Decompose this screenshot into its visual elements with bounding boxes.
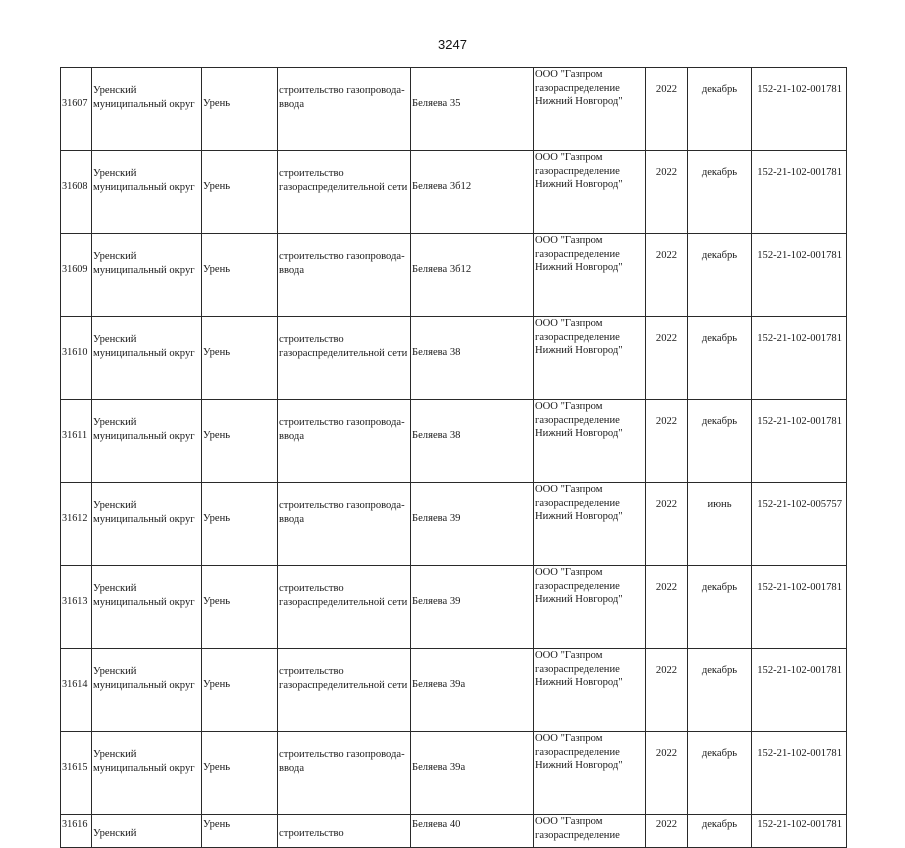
work-type-line-2: ввода [279,513,305,525]
municipality-cell [92,68,202,151]
program-code: 152-21-102-001781 [757,416,842,427]
locality-cell [202,483,278,566]
locality-cell [202,151,278,234]
record-number-cell [61,483,92,566]
organization-line-1: ООО "Газпром [535,567,603,578]
table-row [61,815,847,848]
street-address: Беляева 35 [412,98,461,109]
year-cell [646,400,688,483]
organization-line-1: ООО "Газпром [535,152,603,163]
organization-line-3: Нижний Новгород" [535,179,623,190]
record-number-cell [61,151,92,234]
organization-line-3: Нижний Новгород" [535,96,623,107]
locality-cell [202,815,278,848]
program-code: 152-21-102-001781 [757,819,842,830]
organization-line-1: ООО "Газпром [535,235,603,246]
program-code-cell [752,151,847,234]
program-code-cell [752,68,847,151]
municipality-line-2: муниципальный округ [93,347,195,359]
organization-cell [534,234,646,317]
organization-cell [534,68,646,151]
table-row [61,649,847,732]
record-number: 31612 [62,513,88,524]
month: декабрь [701,333,738,344]
organization-line-1: ООО "Газпром [535,650,603,661]
street-address: Беляева 38 [412,430,461,441]
work-type-line-1: строительство газопровода- [279,251,405,262]
year-cell [646,151,688,234]
municipality-line-1: Уренский [93,417,137,428]
work-type-line-1: строительство [279,828,344,839]
organization-line-1: ООО "Газпром [535,733,603,744]
street-address: Беляева 38 [412,347,461,358]
organization-line-1: ООО "Газпром [535,401,603,412]
organization-cell [534,483,646,566]
organization-line-3: Нижний Новгород" [535,345,623,356]
municipality-line-1: Уренский [93,749,137,760]
table-row [61,732,847,815]
locality: Урень [203,596,231,607]
month: декабрь [701,250,738,261]
program-code: 152-21-102-001781 [757,665,842,676]
work-type-line-1: строительство газопровода- [279,500,405,511]
municipality-line-2: муниципальный округ [93,513,195,525]
organization-line-3: Нижний Новгород" [535,594,623,605]
street-cell [411,68,534,151]
organization-cell [534,815,646,848]
record-number-cell [61,649,92,732]
year: 2022 [655,499,678,510]
work-type-line-2: газораспределительной сети [279,596,408,608]
month: декабрь [701,416,738,427]
program-code-cell [752,566,847,649]
organization-line-2: газораспределение [535,414,620,426]
month: декабрь [701,167,738,178]
page-number: 3247 [438,37,467,52]
street-cell [411,732,534,815]
record-number: 31609 [62,264,88,275]
municipality-cell [92,151,202,234]
table-row [61,317,847,400]
municipality-line-1: Уренский [93,666,137,677]
gasification-table [60,67,847,848]
year: 2022 [655,84,678,95]
municipality-line-1: Уренский [93,334,137,345]
locality-cell [202,68,278,151]
program-code: 152-21-102-005757 [757,499,842,510]
year: 2022 [655,250,678,261]
program-code-cell [752,815,847,848]
locality-cell [202,234,278,317]
locality: Урень [203,513,231,524]
program-code-cell [752,483,847,566]
municipality-line-1: Уренский [93,500,137,511]
year-cell [646,815,688,848]
organization-line-2: газораспределение [535,497,620,509]
year: 2022 [655,819,678,830]
street-address: Беляева 3б12 [412,181,472,192]
month-cell [688,483,752,566]
year: 2022 [655,333,678,344]
organization-line-2: газораспределение [535,580,620,592]
month-cell [688,400,752,483]
municipality-line-1: Уренский [93,828,137,839]
year-cell [646,317,688,400]
locality-cell [202,732,278,815]
locality: Урень [203,347,231,358]
locality: Урень [203,819,231,830]
record-number-cell [61,317,92,400]
month: декабрь [701,819,738,830]
year-cell [646,649,688,732]
municipality-line-2: муниципальный округ [93,181,195,193]
organization-cell [534,400,646,483]
organization-cell [534,151,646,234]
organization-line-2: газораспределение [535,663,620,675]
municipality-line-2: муниципальный округ [93,98,195,110]
record-number: 31611 [62,430,88,441]
program-code: 152-21-102-001781 [757,333,842,344]
record-number: 31614 [62,679,88,690]
organization-line-3: Нижний Новгород" [535,677,623,688]
street-cell [411,234,534,317]
municipality-line-1: Уренский [93,85,137,96]
street-cell [411,151,534,234]
year-cell [646,566,688,649]
locality-cell [202,317,278,400]
record-number: 31610 [62,347,88,358]
work-type-line-1: строительство [279,334,344,345]
program-code-cell [752,732,847,815]
work-type-line-1: строительство [279,168,344,179]
record-number-cell [61,815,92,848]
municipality-cell [92,234,202,317]
work-type-line-1: строительство [279,666,344,677]
year-cell [646,234,688,317]
locality: Урень [203,181,231,192]
locality: Урень [203,430,231,441]
municipality-line-2: муниципальный округ [93,430,195,442]
program-code-cell [752,649,847,732]
year: 2022 [655,665,678,676]
table-row [61,566,847,649]
record-number-cell [61,68,92,151]
month-cell [688,732,752,815]
organization-cell [534,732,646,815]
record-number-cell [61,234,92,317]
street-cell [411,566,534,649]
municipality-line-1: Уренский [93,251,137,262]
program-code: 152-21-102-001781 [757,582,842,593]
street-cell [411,317,534,400]
organization-line-3: Нижний Новгород" [535,511,623,522]
work-type-cell [278,483,411,566]
work-type-line-2: ввода [279,762,305,774]
municipality-cell [92,566,202,649]
organization-line-2: газораспределение [535,165,620,177]
table-row [61,68,847,151]
work-type-line-1: строительство газопровода- [279,417,405,428]
organization-line-2: газораспределение [535,746,620,758]
month: декабрь [701,84,738,95]
record-number-cell [61,566,92,649]
municipality-cell [92,732,202,815]
month-cell [688,317,752,400]
work-type-line-1: строительство газопровода- [279,749,405,760]
month: декабрь [701,582,738,593]
street-cell [411,649,534,732]
work-type-line-2: газораспределительной сети [279,181,408,193]
month-cell [688,815,752,848]
municipality-cell [92,649,202,732]
program-code: 152-21-102-001781 [757,748,842,759]
work-type-cell [278,732,411,815]
municipality-cell [92,815,202,848]
work-type-cell [278,649,411,732]
municipality-line-1: Уренский [93,583,137,594]
organization-line-1: ООО "Газпром [535,484,603,495]
table-row [61,151,847,234]
month: декабрь [701,665,738,676]
work-type-line-2: газораспределительной сети [279,679,408,691]
work-type-cell [278,815,411,848]
street-address: Беляева 3б12 [412,264,472,275]
organization-line-2: газораспределение [535,248,620,260]
locality-cell [202,566,278,649]
locality: Урень [203,264,231,275]
work-type-cell [278,151,411,234]
table-body [61,68,847,848]
municipality-line-1: Уренский [93,168,137,179]
work-type-cell [278,400,411,483]
street-address: Беляева 39 [412,513,461,524]
locality: Урень [203,762,231,773]
record-number: 31607 [62,98,88,109]
year: 2022 [655,167,678,178]
organization-line-2: газораспределение [535,829,620,841]
month-cell [688,566,752,649]
program-code: 152-21-102-001781 [757,250,842,261]
year-cell [646,68,688,151]
program-code-cell [752,234,847,317]
month: декабрь [701,748,738,759]
work-type-cell [278,566,411,649]
street-cell [411,400,534,483]
municipality-cell [92,483,202,566]
year: 2022 [655,748,678,759]
month-cell [688,151,752,234]
organization-line-1: ООО "Газпром [535,318,603,329]
program-code: 152-21-102-001781 [757,167,842,178]
record-number: 31608 [62,181,88,192]
organization-cell [534,566,646,649]
municipality-line-2: муниципальный округ [93,679,195,691]
municipality-line-2: муниципальный округ [93,264,195,276]
street-address: Беляева 39а [412,679,466,690]
work-type-line-2: ввода [279,430,305,442]
work-type-line-1: строительство газопровода- [279,85,405,96]
organization-line-1: ООО "Газпром [535,816,603,827]
municipality-cell [92,400,202,483]
locality: Урень [203,98,231,109]
municipality-line-2: муниципальный округ [93,596,195,608]
organization-line-3: Нижний Новгород" [535,760,623,771]
work-type-cell [278,317,411,400]
table-row [61,400,847,483]
record-number-cell [61,400,92,483]
organization-line-3: Нижний Новгород" [535,262,623,273]
organization-line-3: Нижний Новгород" [535,428,623,439]
year-cell [646,483,688,566]
organization-cell [534,649,646,732]
street-address: Беляева 39 [412,596,461,607]
month-cell [688,68,752,151]
work-type-line-2: газораспределительной сети [279,347,408,359]
table-row [61,234,847,317]
year: 2022 [655,582,678,593]
program-code: 152-21-102-001781 [757,84,842,95]
work-type-line-1: строительство [279,583,344,594]
month-cell [688,649,752,732]
work-type-cell [278,234,411,317]
municipality-line-2: муниципальный округ [93,762,195,774]
program-code-cell [752,317,847,400]
street-address: Беляева 39а [412,762,466,773]
street-cell [411,483,534,566]
record-number: 31616 [62,819,88,830]
municipality-cell [92,317,202,400]
month: июнь [707,499,732,510]
year: 2022 [655,416,678,427]
table-row [61,483,847,566]
record-number: 31613 [62,596,88,607]
street-address: Беляева 40 [412,819,461,830]
organization-cell [534,317,646,400]
locality-cell [202,400,278,483]
month-cell [688,234,752,317]
organization-line-2: газораспределение [535,82,620,94]
work-type-line-2: ввода [279,264,305,276]
locality: Урень [203,679,231,690]
work-type-cell [278,68,411,151]
program-code-cell [752,400,847,483]
organization-line-1: ООО "Газпром [535,69,603,80]
street-cell [411,815,534,848]
work-type-line-2: ввода [279,98,305,110]
record-number-cell [61,732,92,815]
record-number: 31615 [62,762,88,773]
year-cell [646,732,688,815]
locality-cell [202,649,278,732]
organization-line-2: газораспределение [535,331,620,343]
